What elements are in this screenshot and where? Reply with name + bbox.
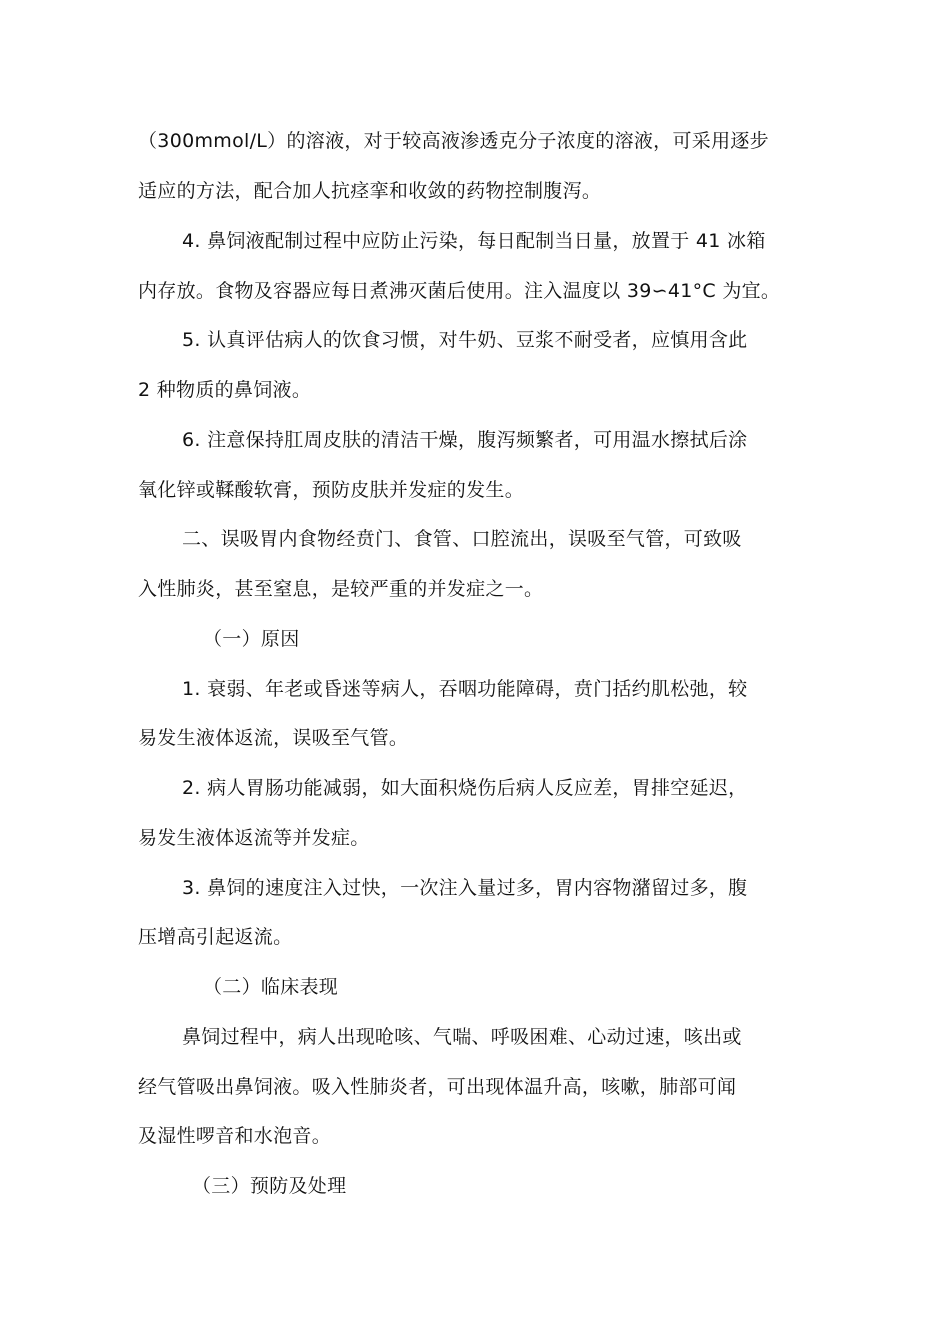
text-line-17: 压增高引起返流。 <box>138 926 293 948</box>
text-line-3: 4. 鼻饲液配制过程中应防止污染，每日配制当日量，放置于 41 冰箱 <box>182 230 766 252</box>
text-line-4: 内存放。食物及容器应每日煮沸灭菌后使用。注入温度以 39∽41°C 为宜。 <box>138 280 781 302</box>
text-line-1: （300mmol/L）的溶液，对于较高液渗透克分子浓度的溶液，可采用逐步 <box>138 130 769 152</box>
text-line-20: 经气管吸出鼻饲液。吸入性肺炎者，可出现体温升高，咳嗽，肺部可闻 <box>138 1076 737 1098</box>
text-line-13: 易发生液体返流，误吸至气管。 <box>138 727 409 749</box>
text-line-15: 易发生液体返流等并发症。 <box>138 827 370 849</box>
text-line-16: 3. 鼻饲的速度注入过快，一次注入量过多，胃内容物潴留过多，腹 <box>182 877 748 899</box>
text-line-10: 入性肺炎，甚至窒息，是较严重的并发症之一。 <box>138 578 544 600</box>
text-line-6: 2 种物质的鼻饲液。 <box>138 379 312 401</box>
text-line-19: 鼻饲过程中，病人出现呛咳、气喘、呼吸困难、心动过速，咳出或 <box>182 1026 742 1048</box>
text-line-9: 二、误吸胃内食物经贲门、食管、口腔流出，误吸至气管，可致吸 <box>182 528 742 550</box>
text-line-7: 6. 注意保持肛周皮肤的清洁干燥，腹泻频繁者，可用温水擦拭后涂 <box>182 429 748 451</box>
text-line-5: 5. 认真评估病人的饮食习惯，对牛奶、豆浆不耐受者，应慎用含此 <box>182 329 748 351</box>
section-heading-clinical: （二）临床表现 <box>203 976 339 998</box>
text-line-8: 氧化锌或鞣酸软膏，预防皮肤并发症的发生。 <box>138 479 525 501</box>
text-line-12: 1. 衰弱、年老或昏迷等病人，吞咽功能障碍，贲门括约肌松弛，较 <box>182 678 748 700</box>
text-line-2: 适应的方法，配合加人抗痉挛和收敛的药物控制腹泻。 <box>138 180 602 202</box>
text-line-14: 2. 病人胃肠功能减弱，如大面积烧伤后病人反应差，胃排空延迟， <box>182 777 748 799</box>
text-line-21: 及湿性啰音和水泡音。 <box>138 1125 332 1147</box>
section-heading-prevention: （三）预防及处理 <box>192 1175 347 1197</box>
section-heading-cause: （一）原因 <box>203 628 300 650</box>
